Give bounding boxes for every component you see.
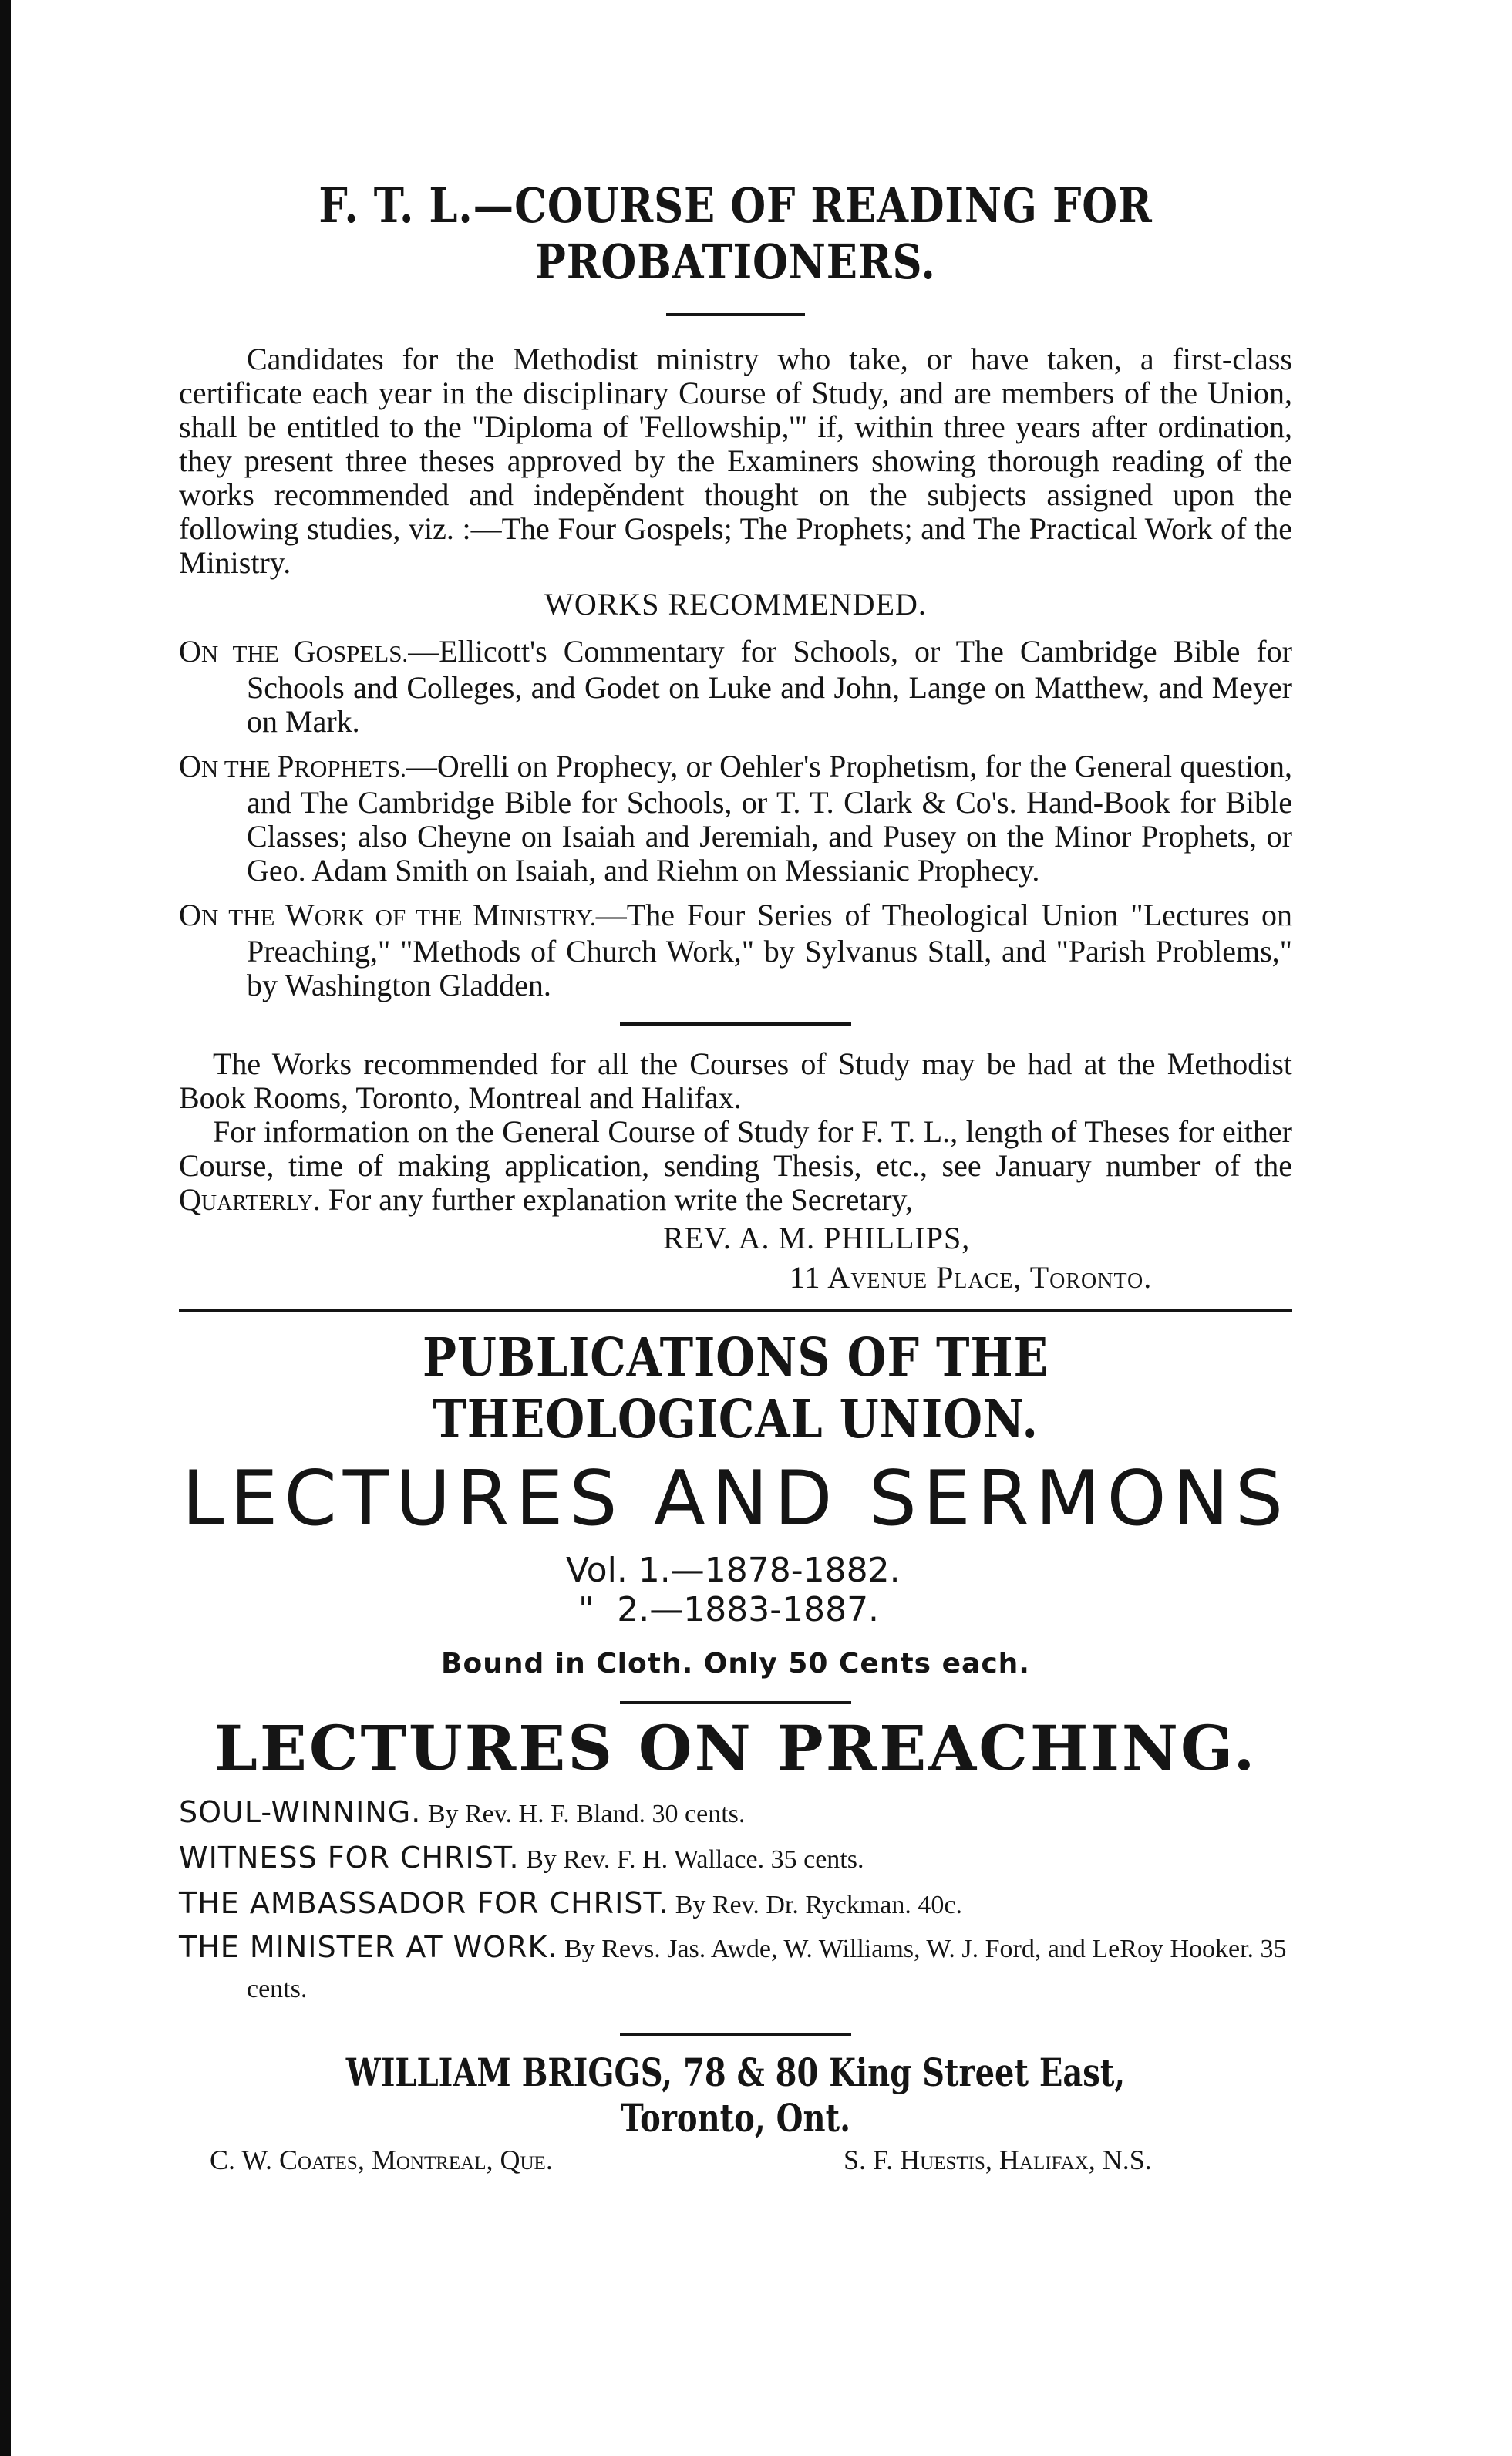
entry-label: ON THE PROPHETS.	[179, 749, 406, 783]
information-note: For information on the General Course of Study for F. T. L., length of Theses for either Course, time of making application, sending Thesis, etc., see January number of the Quarterly. For any further explanation write the Secretary,	[179, 1114, 1292, 1217]
book-title: WITNESS FOR CHRIST.	[179, 1841, 520, 1875]
works-entry-ministry	[179, 898, 1292, 1002]
book-byline: By Rev. Dr. Ryckman. 40c.	[675, 1891, 962, 1919]
book-minister-at-work	[179, 1927, 1292, 2010]
binding-price: Bound in Cloth. Only 50 Cents each.	[441, 1648, 1030, 1679]
signature-address: 11 Avenue Place, Toronto.	[790, 1260, 1153, 1295]
works-recommended-heading: WORKS RECOMMENDED.	[544, 587, 927, 622]
divider-rule	[666, 313, 805, 316]
volume-2: " 2.—1883-1887.	[578, 1590, 880, 1629]
divider-rule	[620, 1022, 851, 1026]
entry-label: ON THE WORK OF THE MINISTRY.	[179, 898, 596, 932]
binding-edge	[0, 0, 11, 2456]
book-title: THE AMBASSADOR FOR CHRIST.	[179, 1886, 669, 1920]
book-rooms-note: The Works recommended for all the Courses of Study may be had at the Methodist Book Rooms, Toronto, Montreal and Halifax.	[179, 1046, 1292, 1115]
lectures-and-sermons-title: LECTURES AND SERMONS	[181, 1455, 1290, 1543]
publications-heading: PUBLICATIONS OF THE THEOLOGICAL UNION.	[423, 1327, 1049, 1450]
book-title: SOUL-WINNING.	[179, 1795, 422, 1829]
works-entry-prophets	[179, 750, 1292, 888]
publisher-address: WILLIAM BRIGGS, 78 & 80 King Street East, Toronto, Ont.	[345, 2050, 1126, 2141]
agent-halifax: S. F. Huestis, Halifax, N.S.	[844, 2144, 1152, 2175]
entry-label: ON THE GOSPELS.	[179, 634, 409, 669]
divider-rule	[620, 1701, 851, 1704]
agent-montreal: C. W. Coates, Montreal, Que.	[210, 2144, 553, 2175]
agents-line	[179, 2144, 1292, 2182]
entry-text: —Orelli on Prophecy, or Oehler's Prophetism, for the General question, and The Cambridge Bible for Schools, or T. T. Clark & Co's. Hand-Book for Bible Classes; also Cheyne on Isaiah and Jeremiah, and Pusey on the Minor Prophets, or Geo. Adam Smith on Isaiah, and Riehm on Messianic Prophecy.	[247, 749, 1293, 888]
course-heading: F. T. L.—COURSE OF READING FOR PROBATIONERS.	[318, 177, 1153, 290]
quarterly-title: Quarterly	[179, 1182, 313, 1217]
book-ambassador-for-christ	[179, 1882, 1292, 1927]
works-entry-gospels	[179, 635, 1292, 739]
ditto-mark: "	[578, 1590, 594, 1629]
divider-rule	[620, 2033, 851, 2036]
book-byline: By Rev. H. F. Bland. 30 cents.	[427, 1800, 746, 1828]
book-soul-winning	[179, 1791, 1292, 1836]
section-divider	[179, 1309, 1292, 1312]
entry-text: —Ellicott's Commentary for Schools, or The Cambridge Bible for Schools and Colleges, and Godet on Luke and John, Lange on Matthew, and Meyer on Mark.	[247, 634, 1293, 739]
volume-1: Vol. 1.—1878-1882.	[566, 1551, 901, 1590]
entry-text: —The Four Series of Theological Union "Lectures on Preaching," "Methods of Church Work," by Sylvanus Stall, and "Parish Problems," by Washington Gladden.	[247, 898, 1293, 1002]
book-title: THE MINISTER AT WORK.	[179, 1930, 558, 1964]
book-witness-for-christ	[179, 1836, 1292, 1882]
lectures-on-preaching-title: LECTURES ON PREACHING.	[214, 1712, 1258, 1784]
book-byline: By Revs. Jas. Awde, W. Williams, W. J. Ford, and LeRoy Hooker. 35 cents.	[247, 1935, 1287, 2003]
signature-name: REV. A. M. PHILLIPS,	[663, 1221, 971, 1255]
page	[179, 177, 1292, 2182]
course-intro: Candidates for the Methodist ministry who take, or have taken, a first-class certificate each year in the disciplinary Course of Study, and are members of the Union, shall be entitled to the "Diploma of 'Fellowship,'" if, within three years after ordination, they present three theses approved by the Examiners showing thorough reading of the works recommended and indepěndent thought on the subjects assigned upon the following studies, viz. :—The Four Gospels; The Prophets; and The Practical Work of the Ministry.	[179, 342, 1292, 580]
book-byline: By Rev. F. H. Wallace. 35 cents.	[526, 1845, 864, 1874]
